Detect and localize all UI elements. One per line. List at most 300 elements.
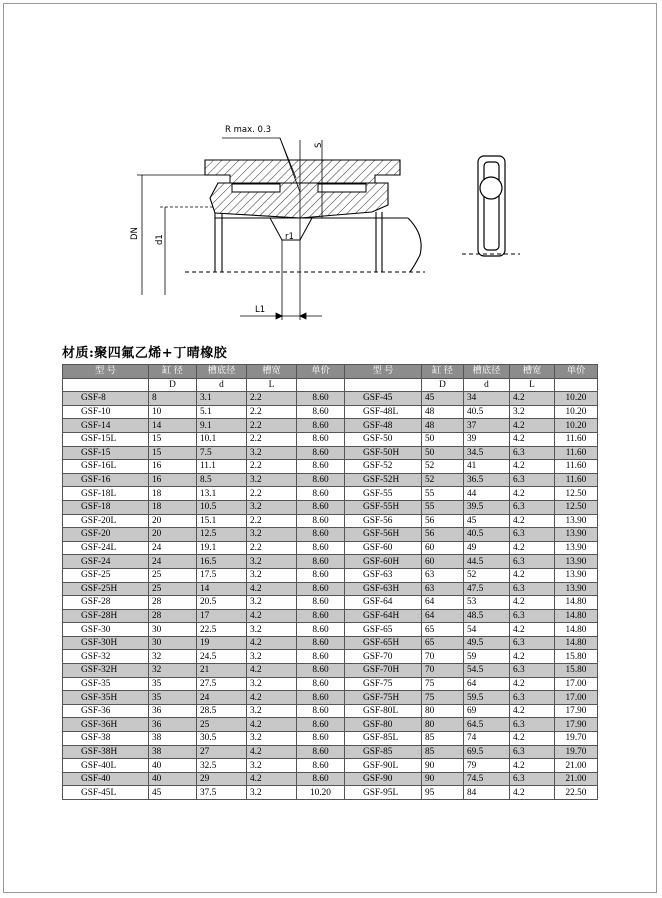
seal-spec-table: [62, 364, 598, 800]
bore-cell: 18: [149, 500, 197, 514]
model-cell: GSF-90: [345, 772, 422, 786]
model-cell: GSF-70: [345, 650, 422, 664]
unit-cell: d: [464, 378, 510, 392]
groove-width-cell: 4.2: [510, 623, 555, 637]
price-cell: 8.60: [297, 405, 345, 419]
groove-width-cell: 4.2: [510, 677, 555, 691]
bore-cell: 15: [149, 446, 197, 460]
price-cell: 8.60: [297, 596, 345, 610]
model-cell: GSF-16L: [63, 460, 149, 474]
bore-cell: 38: [149, 745, 197, 759]
bore-cell: 50: [422, 446, 464, 460]
header-groove-width-left: 槽宽: [247, 365, 297, 379]
table-unit-row: [63, 378, 598, 392]
model-cell: GSF-24L: [63, 541, 149, 555]
price-cell: 8.60: [297, 609, 345, 623]
model-cell: GSF-30H: [63, 636, 149, 650]
groove-dia-cell: 37.5: [197, 786, 247, 800]
price-cell: 8.60: [297, 636, 345, 650]
groove-dia-cell: 27: [197, 745, 247, 759]
groove-dia-cell: 54: [464, 623, 510, 637]
price-cell: 8.60: [297, 392, 345, 406]
bore-cell: 20: [149, 514, 197, 528]
groove-width-cell: 2.2: [247, 392, 297, 406]
groove-dia-cell: 59: [464, 650, 510, 664]
model-cell: GSF-56: [345, 514, 422, 528]
model-cell: GSF-35H: [63, 691, 149, 705]
model-cell: GSF-90L: [345, 759, 422, 773]
groove-dia-cell: 13.1: [197, 487, 247, 501]
model-cell: GSF-80L: [345, 704, 422, 718]
groove-width-cell: 6.3: [510, 500, 555, 514]
bore-cell: 45: [149, 786, 197, 800]
model-cell: GSF-48L: [345, 405, 422, 419]
table-row: [63, 704, 598, 718]
bore-cell: 70: [422, 664, 464, 678]
bore-cell: 30: [149, 623, 197, 637]
rod-lines: [215, 212, 421, 272]
groove-dia-cell: 34.5: [464, 446, 510, 460]
groove-width-cell: 4.2: [247, 582, 297, 596]
groove-dia-cell: 10.1: [197, 432, 247, 446]
bore-cell: 56: [422, 514, 464, 528]
price-cell: 8.60: [297, 623, 345, 637]
model-cell: GSF-36H: [63, 718, 149, 732]
price-cell: 8.60: [297, 446, 345, 460]
table-row: [63, 528, 598, 542]
groove-width-cell: 3.2: [247, 704, 297, 718]
groove-dia-cell: 22.5: [197, 623, 247, 637]
price-cell: 8.60: [297, 718, 345, 732]
bore-cell: 16: [149, 473, 197, 487]
groove-width-cell: 3.2: [247, 786, 297, 800]
groove-width-cell: 3.2: [247, 732, 297, 746]
groove-width-cell: 3.2: [510, 405, 555, 419]
groove-dia-cell: 34: [464, 392, 510, 406]
groove-width-cell: 4.2: [510, 596, 555, 610]
model-cell: GSF-60: [345, 541, 422, 555]
bore-cell: 8: [149, 392, 197, 406]
table-row: [63, 392, 598, 406]
groove-dia-cell: 74: [464, 732, 510, 746]
bore-cell: 64: [422, 596, 464, 610]
groove-dia-cell: 45: [464, 514, 510, 528]
groove-dia-cell: 27.5: [197, 677, 247, 691]
model-cell: GSF-45: [345, 392, 422, 406]
price-cell: 11.60: [555, 446, 598, 460]
groove-dia-cell: 19: [197, 636, 247, 650]
l1-dimension: [240, 240, 322, 320]
groove-width-cell: 6.3: [510, 772, 555, 786]
groove-width-cell: 2.2: [247, 405, 297, 419]
bore-cell: 24: [149, 541, 197, 555]
price-cell: 8.60: [297, 745, 345, 759]
groove-dia-cell: 40.5: [464, 405, 510, 419]
price-cell: 13.90: [555, 528, 598, 542]
price-cell: 8.60: [297, 432, 345, 446]
unit-cell: [297, 378, 345, 392]
price-cell: 14.80: [555, 636, 598, 650]
groove-dia-cell: 64.5: [464, 718, 510, 732]
groove-dia-cell: 79: [464, 759, 510, 773]
bore-cell: 80: [422, 704, 464, 718]
groove-dia-cell: 20.5: [197, 596, 247, 610]
price-cell: 17.90: [555, 704, 598, 718]
unit-cell: D: [149, 378, 197, 392]
groove-dia-cell: 15.1: [197, 514, 247, 528]
bore-cell: 65: [422, 623, 464, 637]
price-cell: 8.60: [297, 528, 345, 542]
groove-dia-cell: 24: [197, 691, 247, 705]
label-l1: L1: [255, 305, 266, 315]
table-row: [63, 419, 598, 433]
groove-width-cell: 3.2: [247, 677, 297, 691]
table-row: [63, 460, 598, 474]
bore-cell: 55: [422, 487, 464, 501]
groove-width-cell: 4.2: [247, 636, 297, 650]
table-row: [63, 650, 598, 664]
price-cell: 8.60: [297, 500, 345, 514]
table-row: [63, 623, 598, 637]
groove-width-cell: 6.3: [510, 718, 555, 732]
oring-recess-left: [232, 184, 280, 192]
price-cell: 8.60: [297, 514, 345, 528]
groove-width-cell: 4.2: [510, 704, 555, 718]
groove-dia-cell: 21: [197, 664, 247, 678]
groove-dia-cell: 14: [197, 582, 247, 596]
groove-width-cell: 4.2: [510, 759, 555, 773]
price-cell: 8.60: [297, 664, 345, 678]
table-row: [63, 677, 598, 691]
table-row: [63, 609, 598, 623]
table-row: [63, 405, 598, 419]
model-cell: GSF-18: [63, 500, 149, 514]
price-cell: 8.60: [297, 704, 345, 718]
model-cell: GSF-65: [345, 623, 422, 637]
bore-cell: 38: [149, 732, 197, 746]
groove-width-cell: 4.2: [247, 609, 297, 623]
unit-cell: D: [422, 378, 464, 392]
model-cell: GSF-25H: [63, 582, 149, 596]
groove-width-cell: 6.3: [510, 582, 555, 596]
price-cell: 14.80: [555, 609, 598, 623]
table-row: [63, 636, 598, 650]
bore-cell: 30: [149, 636, 197, 650]
groove-width-cell: 2.2: [247, 541, 297, 555]
model-cell: GSF-52: [345, 460, 422, 474]
groove-width-cell: 4.2: [510, 650, 555, 664]
groove-dia-cell: 8.5: [197, 473, 247, 487]
model-cell: GSF-16: [63, 473, 149, 487]
price-cell: 13.90: [555, 514, 598, 528]
groove-width-cell: 6.3: [510, 691, 555, 705]
table-row: [63, 582, 598, 596]
model-cell: GSF-64: [345, 596, 422, 610]
header-model-left: 型 号: [63, 365, 149, 379]
groove-dia-cell: 30.5: [197, 732, 247, 746]
unit-cell: d: [197, 378, 247, 392]
price-cell: 17.00: [555, 677, 598, 691]
bore-cell: 45: [422, 392, 464, 406]
table-row: [63, 500, 598, 514]
price-cell: 10.20: [555, 405, 598, 419]
seal-ring-side-view: [462, 156, 520, 256]
groove-width-cell: 6.3: [510, 609, 555, 623]
groove-dia-cell: 29: [197, 772, 247, 786]
groove-width-cell: 2.2: [247, 432, 297, 446]
groove-width-cell: 4.2: [247, 664, 297, 678]
table-row: [63, 786, 598, 800]
groove-dia-cell: 10.5: [197, 500, 247, 514]
model-cell: GSF-40: [63, 772, 149, 786]
groove-width-cell: 6.3: [510, 664, 555, 678]
groove-width-cell: 4.2: [510, 392, 555, 406]
groove-width-cell: 2.2: [247, 460, 297, 474]
bore-cell: 35: [149, 691, 197, 705]
model-cell: GSF-65H: [345, 636, 422, 650]
price-cell: 8.60: [297, 677, 345, 691]
groove-width-cell: 4.2: [247, 745, 297, 759]
bore-cell: 85: [422, 732, 464, 746]
header-price-right: 单价: [555, 365, 598, 379]
table-row: [63, 759, 598, 773]
groove-dia-cell: 74.5: [464, 772, 510, 786]
price-cell: 14.80: [555, 596, 598, 610]
table-row: [63, 432, 598, 446]
groove-dia-cell: 25: [197, 718, 247, 732]
bore-cell: 55: [422, 500, 464, 514]
model-cell: GSF-55: [345, 487, 422, 501]
groove-width-cell: 3.2: [247, 555, 297, 569]
groove-dia-cell: 49.5: [464, 636, 510, 650]
price-cell: 8.60: [297, 759, 345, 773]
model-cell: GSF-85L: [345, 732, 422, 746]
model-cell: GSF-75H: [345, 691, 422, 705]
groove-width-cell: 3.2: [247, 528, 297, 542]
groove-dia-cell: 17: [197, 609, 247, 623]
groove-dia-cell: 69: [464, 704, 510, 718]
bore-cell: 60: [422, 541, 464, 555]
price-cell: 15.80: [555, 664, 598, 678]
price-cell: 10.20: [555, 419, 598, 433]
table-row: [63, 691, 598, 705]
bore-cell: 32: [149, 650, 197, 664]
groove-width-cell: 4.2: [510, 432, 555, 446]
model-cell: GSF-32H: [63, 664, 149, 678]
price-cell: 8.60: [297, 473, 345, 487]
groove-width-cell: 6.3: [510, 745, 555, 759]
bore-cell: 40: [149, 759, 197, 773]
groove-dia-cell: 39.5: [464, 500, 510, 514]
model-cell: GSF-48: [345, 419, 422, 433]
bore-cell: 25: [149, 568, 197, 582]
price-cell: 11.60: [555, 473, 598, 487]
table-row: [63, 446, 598, 460]
unit-cell: [345, 378, 422, 392]
table-row: [63, 473, 598, 487]
table-row: [63, 541, 598, 555]
model-cell: GSF-50: [345, 432, 422, 446]
price-cell: 13.90: [555, 568, 598, 582]
groove-width-cell: 4.2: [510, 514, 555, 528]
table-row: [63, 487, 598, 501]
model-cell: GSF-64H: [345, 609, 422, 623]
bore-cell: 75: [422, 691, 464, 705]
model-cell: GSF-20: [63, 528, 149, 542]
price-cell: 21.00: [555, 772, 598, 786]
material-title: 材质:聚四氟乙烯+丁晴橡胶: [62, 346, 228, 361]
groove-width-cell: 6.3: [510, 446, 555, 460]
price-cell: 17.90: [555, 718, 598, 732]
header-bore-left: 缸 径: [149, 365, 197, 379]
price-cell: 11.60: [555, 460, 598, 474]
groove-dia-cell: 69.5: [464, 745, 510, 759]
price-cell: 22.50: [555, 786, 598, 800]
groove-width-cell: 4.2: [510, 419, 555, 433]
model-cell: GSF-32: [63, 650, 149, 664]
groove-dia-cell: 52: [464, 568, 510, 582]
bore-cell: 32: [149, 664, 197, 678]
price-cell: 8.60: [297, 555, 345, 569]
model-cell: GSF-20L: [63, 514, 149, 528]
unit-cell: L: [510, 378, 555, 392]
bore-cell: 14: [149, 419, 197, 433]
bore-cell: 60: [422, 555, 464, 569]
table-row: [63, 568, 598, 582]
table-row: [63, 555, 598, 569]
header-model-right: 型 号: [345, 365, 422, 379]
groove-width-cell: 2.2: [247, 514, 297, 528]
price-cell: 8.60: [297, 732, 345, 746]
groove-dia-cell: 54.5: [464, 664, 510, 678]
table-header-row: [63, 365, 598, 379]
header-groove-width-right: 槽宽: [510, 365, 555, 379]
model-cell: GSF-28H: [63, 609, 149, 623]
groove-dia-cell: 49: [464, 541, 510, 555]
model-cell: GSF-38: [63, 732, 149, 746]
model-cell: GSF-15: [63, 446, 149, 460]
groove-width-cell: 4.2: [247, 691, 297, 705]
spec-table-body: [63, 365, 598, 800]
model-cell: GSF-28: [63, 596, 149, 610]
model-cell: GSF-18L: [63, 487, 149, 501]
groove-width-cell: 6.3: [510, 636, 555, 650]
groove-width-cell: 6.3: [510, 473, 555, 487]
groove-dia-cell: 11.1: [197, 460, 247, 474]
label-s: S: [314, 142, 324, 148]
model-cell: GSF-75: [345, 677, 422, 691]
groove-width-cell: 2.2: [247, 419, 297, 433]
model-cell: GSF-50H: [345, 446, 422, 460]
groove-width-cell: 6.3: [510, 555, 555, 569]
groove-dia-cell: 28.5: [197, 704, 247, 718]
bore-cell: 24: [149, 555, 197, 569]
model-cell: GSF-70H: [345, 664, 422, 678]
price-cell: 8.60: [297, 487, 345, 501]
price-cell: 13.90: [555, 582, 598, 596]
bore-cell: 75: [422, 677, 464, 691]
groove-width-cell: 4.2: [247, 718, 297, 732]
groove-dia-cell: 3.1: [197, 392, 247, 406]
groove-dia-cell: 44.5: [464, 555, 510, 569]
groove-dia-cell: 47.5: [464, 582, 510, 596]
bore-cell: 16: [149, 460, 197, 474]
bore-cell: 64: [422, 609, 464, 623]
groove-dia-cell: 37: [464, 419, 510, 433]
bore-cell: 18: [149, 487, 197, 501]
price-cell: 8.60: [297, 582, 345, 596]
model-cell: GSF-15L: [63, 432, 149, 446]
model-cell: GSF-36: [63, 704, 149, 718]
groove-width-cell: 3.2: [247, 568, 297, 582]
price-cell: 8.60: [297, 419, 345, 433]
groove-width-cell: 4.2: [247, 772, 297, 786]
bore-cell: 20: [149, 528, 197, 542]
groove-width-cell: 3.2: [247, 473, 297, 487]
price-cell: 14.80: [555, 623, 598, 637]
model-cell: GSF-24: [63, 555, 149, 569]
groove-width-cell: 3.2: [247, 446, 297, 460]
table-row: [63, 718, 598, 732]
bore-cell: 56: [422, 528, 464, 542]
label-dn: DN: [130, 227, 140, 240]
model-cell: GSF-45L: [63, 786, 149, 800]
price-cell: 8.60: [297, 691, 345, 705]
groove-dia-cell: 44: [464, 487, 510, 501]
unit-cell: L: [247, 378, 297, 392]
groove-width-cell: 4.2: [510, 460, 555, 474]
groove-dia-cell: 59.5: [464, 691, 510, 705]
label-r1: r1: [285, 232, 294, 242]
price-cell: 8.60: [297, 568, 345, 582]
model-cell: GSF-14: [63, 419, 149, 433]
groove-dia-cell: 53: [464, 596, 510, 610]
bore-cell: 70: [422, 650, 464, 664]
groove-dia-cell: 40.5: [464, 528, 510, 542]
groove-dia-cell: 39: [464, 432, 510, 446]
price-cell: 12.50: [555, 487, 598, 501]
bore-cell: 63: [422, 582, 464, 596]
groove-dia-cell: 9.1: [197, 419, 247, 433]
bore-cell: 90: [422, 759, 464, 773]
price-cell: 8.60: [297, 772, 345, 786]
groove-dia-cell: 32.5: [197, 759, 247, 773]
price-cell: 19.70: [555, 732, 598, 746]
bore-cell: 95: [422, 786, 464, 800]
table-row: [63, 664, 598, 678]
groove-dia-cell: 24.5: [197, 650, 247, 664]
price-cell: 13.90: [555, 555, 598, 569]
groove-dia-cell: 64: [464, 677, 510, 691]
bore-cell: 10: [149, 405, 197, 419]
bore-cell: 35: [149, 677, 197, 691]
bore-cell: 63: [422, 568, 464, 582]
groove-width-cell: 3.2: [247, 500, 297, 514]
price-cell: 8.60: [297, 460, 345, 474]
model-cell: GSF-85: [345, 745, 422, 759]
groove-width-cell: 4.2: [510, 487, 555, 501]
table-row: [63, 732, 598, 746]
header-groove-dia-left: 槽底径: [197, 365, 247, 379]
table-row: [63, 514, 598, 528]
housing-hatch: [205, 160, 400, 183]
model-cell: GSF-55H: [345, 500, 422, 514]
table-row: [63, 745, 598, 759]
groove-width-cell: 4.2: [510, 786, 555, 800]
model-cell: GSF-63: [345, 568, 422, 582]
bore-cell: 52: [422, 460, 464, 474]
table-row: [63, 772, 598, 786]
